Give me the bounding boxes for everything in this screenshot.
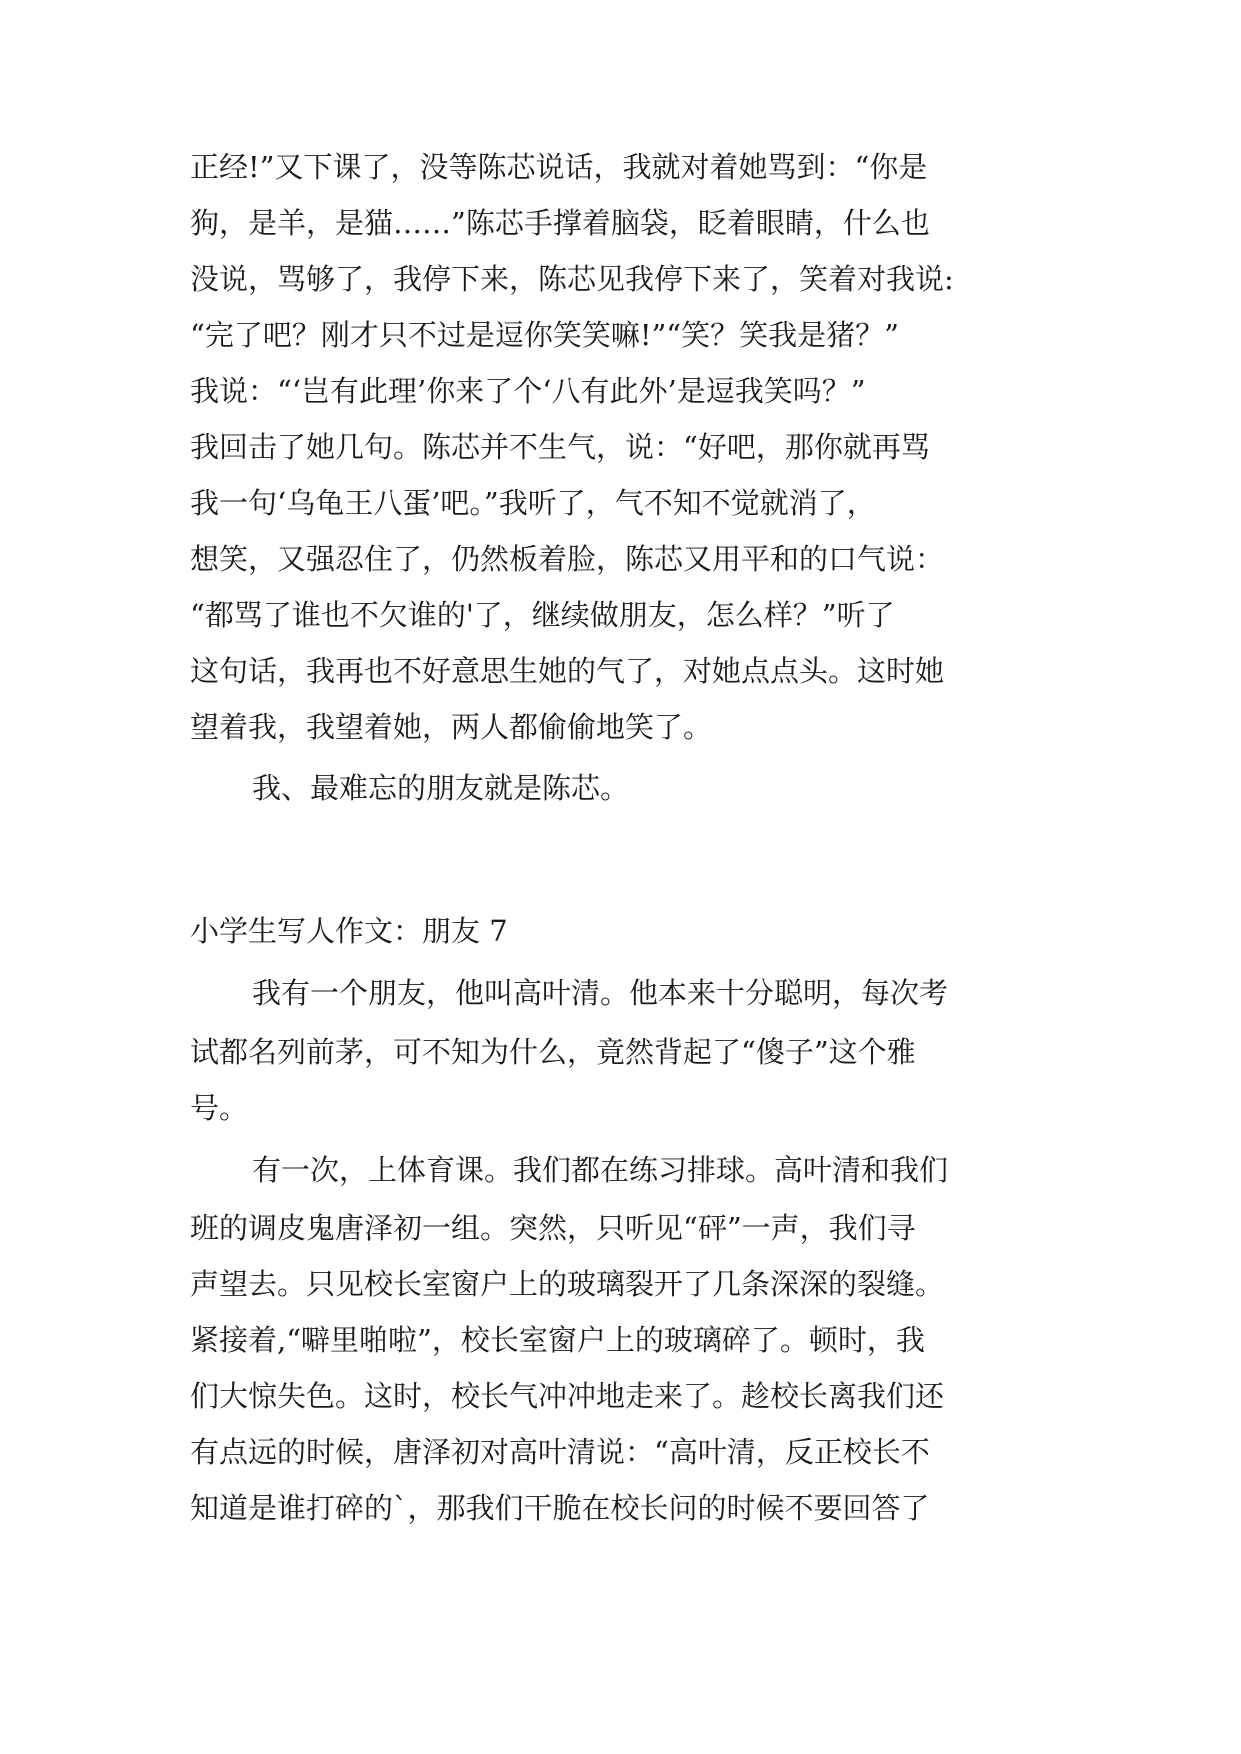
text-line: 正经!”又下课了，没等陈芯说话，我就对着她骂到：“你是	[190, 150, 928, 184]
text-line: 我一句‘乌龟王八蛋’吧。”我听了，气不知不觉就消了，	[190, 486, 876, 520]
text-line: 想笑，又强忍住了，仍然板着脸，陈芯又用平和的口气说：	[190, 542, 945, 576]
essay-title: 小学生写人作文：朋友 7	[190, 914, 508, 948]
text-line: 有点远的时候，唐泽初对高叶清说：“高叶清，反正校长不	[190, 1435, 930, 1469]
text-line: 我有一个朋友，他叫高叶清。他本来十分聪明，每次考	[252, 976, 949, 1010]
text-line: 没说，骂够了，我停下来，陈芯见我停下来了，笑着对我说:	[190, 262, 954, 296]
text-line: 紧接着,“噼里啪啦”，校长室窗户上的玻璃碎了。顿时，我	[190, 1323, 925, 1357]
text-line: 们大惊失色。这时，校长气冲冲地走来了。趁校长离我们还	[190, 1379, 945, 1413]
text-line: “都骂了谁也不欠谁的'了，继续做朋友，怎么样？”听了	[190, 598, 895, 632]
text-line: 我说：“‘岂有此理’你来了个‘八有此外’是逗我笑吗？”	[190, 374, 866, 408]
text-line: “完了吧？刚才只不过是逗你笑笑嘛!”“笑？笑我是猪？”	[190, 318, 899, 352]
text-line: 号。	[190, 1091, 249, 1125]
text-line: 狗，是羊，是猫……”陈芯手撑着脑袋，眨着眼睛，什么也	[190, 206, 930, 240]
text-line: 望着我，我望着她，两人都偷偷地笑了。	[190, 710, 713, 744]
text-line: 这句话，我再也不好意思生她的气了，对她点点头。这时她	[190, 654, 945, 688]
text-line: 声望去。只见校长室窗户上的玻璃裂开了几条深深的裂缝。	[190, 1267, 945, 1301]
text-line: 知道是谁打碎的`，那我们干脆在校长问的时候不要回答了	[190, 1491, 930, 1525]
text-line: 班的调皮鬼唐泽初一组。突然，只听见“砰”一声，我们寻	[190, 1211, 916, 1245]
text-line: 试都名列前茅，可不知为什么，竟然背起了“傻子”这个雅	[190, 1035, 916, 1069]
text-line: 有一次，上体育课。我们都在练习排球。高叶清和我们	[252, 1153, 949, 1187]
closing-sentence: 我、最难忘的朋友就是陈芯。	[252, 771, 630, 805]
text-line: 我回击了她几句。陈芯并不生气，说：“好吧，那你就再骂	[190, 430, 930, 464]
